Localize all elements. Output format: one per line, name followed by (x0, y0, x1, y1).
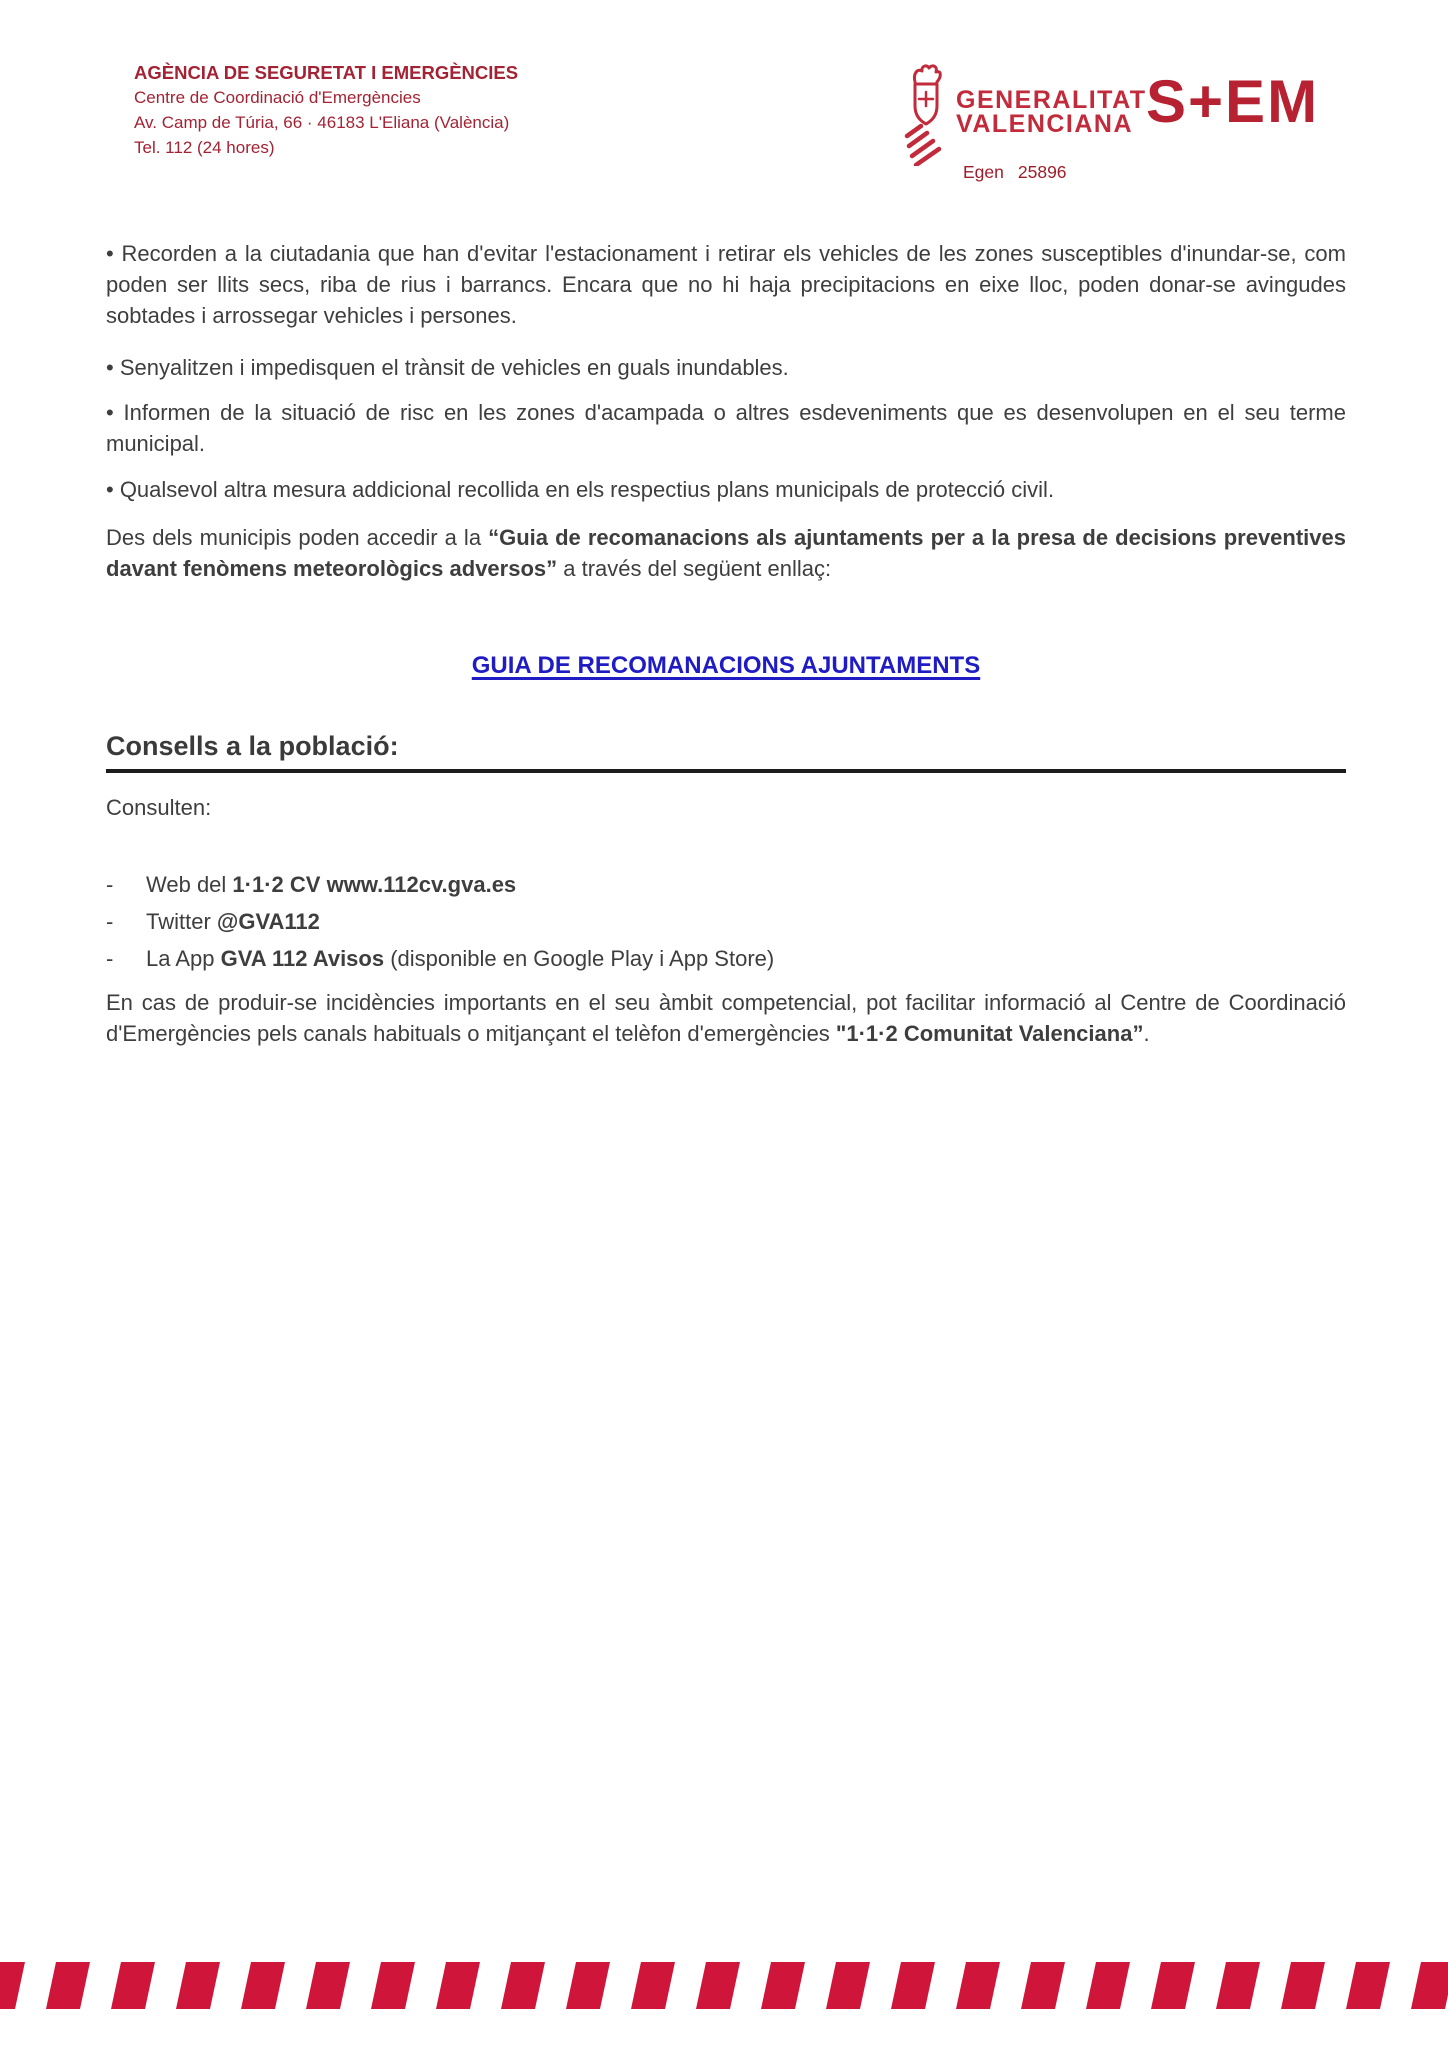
footer-stripe (956, 1962, 1000, 2009)
bullet-paragraph-estacionament: • Recorden a la ciutadania que han d'evitar l'estacionament i retirar els vehicles de les zones susceptibles d'inundar-se, com poden ser llits secs, riba de rius i barrancs. Encara que no hi haja precipitacions en eixe lloc, poden donar-se avingudes sobtades i arrossegar vehicles i persones. (106, 241, 1346, 328)
footer-stripe (306, 1962, 350, 2009)
footer-stripe (761, 1962, 805, 2009)
guia-intro-paragraph: Des dels municipis poden accedir a la “Guia de recomanacions als ajuntaments per a la presa de decisions preventives davant fenòmens meteorològics adversos” a través del següent enllaç: (106, 525, 1347, 581)
footer-stripe (891, 1962, 935, 2009)
guia-link-row (106, 652, 1346, 680)
closing-paragraph: En cas de produir-se incidències importants en el seu àmbit competencial, pot facilitar informació al Centre de Coordinació d'Emergències pels canals habituals o mitjançant el telèfon d'emergències "1·1·2 Comunitat Valenciana”. (106, 990, 1346, 1046)
list-item-text: Web del 1·1·2 CV www.112cv.gva.es (146, 872, 517, 897)
footer-stripe (1021, 1962, 1065, 2009)
footer-stripe (826, 1962, 870, 2009)
logo-line-generalitat: GENERALITAT (956, 86, 1147, 114)
bullet-paragraph-mesura-addicional: • Qualsevol altra mesura addicional recollida en els respectius plans municipals de protecció civil. (106, 477, 1055, 502)
footer-stripe (631, 1962, 675, 2009)
guia-recomanacions-link[interactable]: GUIA DE RECOMANACIONS AJUNTAMENTS (471, 652, 981, 679)
egen-number: 25896 (1017, 162, 1067, 182)
list-item-text: La App GVA 112 Avisos (disponible en Google Play i App Store) (146, 946, 775, 971)
list-item-web (106, 866, 1346, 903)
footer-stripe (566, 1962, 610, 2009)
generalitat-valenciana-logo (956, 88, 1147, 136)
gva-emblem-icon (901, 62, 951, 171)
footer-stripe (241, 1962, 285, 2009)
egen-registry-stamp (963, 162, 1081, 183)
egen-label: Egen (963, 162, 1004, 182)
footer-stripe (111, 1962, 155, 2009)
list-item-text: Twitter @GVA112 (146, 909, 320, 934)
footer-stripe (1151, 1962, 1195, 2009)
footer-stripe (1086, 1962, 1130, 2009)
dash-marker: - (106, 946, 114, 971)
agency-address-block (134, 60, 518, 160)
list-item-twitter (106, 903, 1346, 940)
list-item-app (106, 940, 1346, 977)
agency-centre: Centre de Coordinació d'Emergències (134, 88, 421, 107)
bullet-paragraph-senyalitzen: • Senyalitzen i impedisquen el trànsit de vehicles en guals inundables. (106, 355, 789, 380)
footer-stripe (436, 1962, 480, 2009)
agency-name: AGÈNCIA DE SEGURETAT I EMERGÈNCIES (134, 62, 519, 83)
agency-phone: Tel. 112 (24 hores) (134, 138, 275, 157)
sem-logo: S+EM (1146, 68, 1320, 135)
dash-marker: - (106, 872, 114, 897)
footer-stripe (0, 1962, 25, 2009)
footer-stripe (696, 1962, 740, 2009)
agency-street-address: Av. Camp de Túria, 66 · 46183 L'Eliana (València) (134, 113, 510, 132)
bullet-paragraph-acampada: • Informen de la situació de risc en les zones d'acampada o altres esdeveniments que es desenvolupen en el seu terme municipal. (106, 400, 1346, 456)
footer-stripe (1281, 1962, 1325, 2009)
footer-stripes (0, 1962, 1448, 2009)
footer-stripe (371, 1962, 415, 2009)
footer-stripe (1216, 1962, 1260, 2009)
dash-marker: - (106, 909, 114, 934)
consulten-list (106, 866, 1346, 977)
footer-stripe (46, 1962, 90, 2009)
footer-stripe (176, 1962, 220, 2009)
footer-stripe (1411, 1962, 1448, 2009)
logo-line-valenciana: VALENCIANA (956, 110, 1134, 138)
document-body (106, 238, 1346, 1049)
section-heading-consells: Consells a la població: (106, 731, 1346, 773)
footer-stripe (501, 1962, 545, 2009)
consulten-label: Consulten: (106, 795, 212, 820)
footer-stripe (1346, 1962, 1390, 2009)
